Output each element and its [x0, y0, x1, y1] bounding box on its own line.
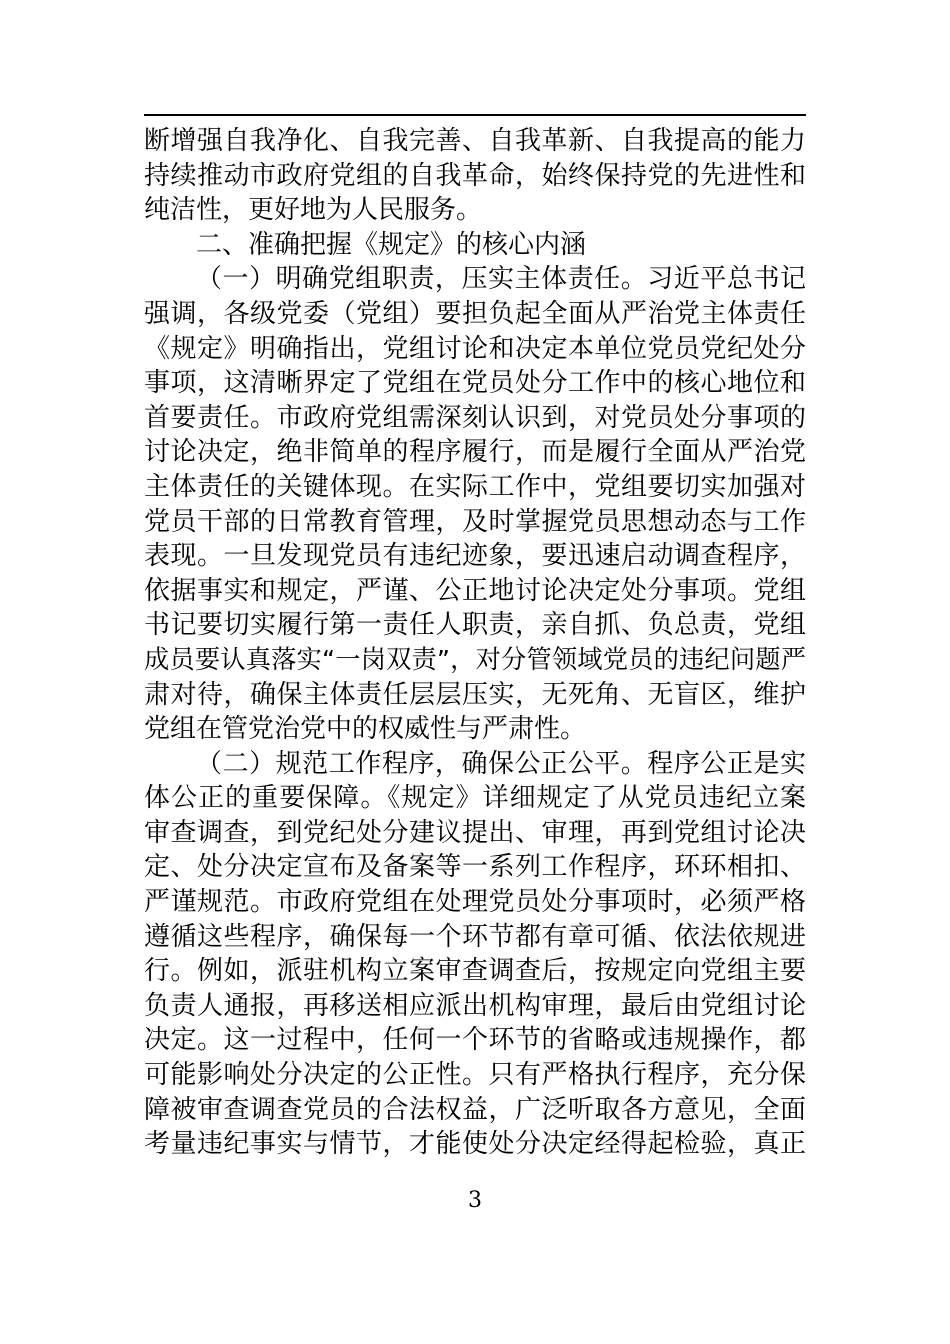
- text-line: 表现。一旦发现党员有违纪迹象，要迅速启动调查程序，: [144, 541, 806, 572]
- text-line: 持续推动市政府党组的自我革命，始终保持党的先进性和: [144, 160, 806, 191]
- text-line: （一）明确党组职责，压实主体责任。习近平总书记: [196, 264, 806, 295]
- text-line: 二、准确把握《规定》的核心内涵: [196, 229, 587, 260]
- text-line: 主体责任的关键体现。在实际工作中，党组要切实加强对: [144, 471, 806, 502]
- text-line: 成员要认真落实“一岗双责”，对分管领域党员的违纪问题严: [144, 644, 806, 674]
- text-line: 行。例如，派驻机构立案审查调查后，按规定向党组主要: [144, 956, 806, 987]
- text-line: 依据事实和规定，严谨、公正地讨论决定处分事项。党组: [144, 575, 806, 606]
- text-line: 事项，这清晰界定了党组在党员处分工作中的核心地位和: [144, 368, 806, 399]
- text-line: 严谨规范。市政府党组在处理党员处分事项时，必须严格: [144, 887, 806, 918]
- text-line: 考量违纪事实与情节，才能使处分决定经得起检验，真正: [144, 1129, 806, 1160]
- text-line: 体公正的重要保障。《规定》详细规定了从党员违纪立案: [144, 783, 806, 814]
- text-line: 可能影响处分决定的公正性。只有严格执行程序，充分保: [144, 1060, 806, 1091]
- text-line: 遵循这些程序，确保每一个环节都有章可循、依法依规进: [144, 921, 806, 952]
- text-line: 障被审查调查党员的合法权益，广泛听取各方意见，全面: [144, 1094, 806, 1125]
- text-line: 负责人通报，再移送相应派出机构审理，最后由党组讨论: [144, 990, 806, 1021]
- text-line: 定、处分决定宣布及备案等一系列工作程序，环环相扣、: [144, 852, 806, 883]
- page-number: 3: [468, 1188, 482, 1213]
- text-line: 党组在管党治党中的权威性与严肃性。: [144, 714, 587, 745]
- text-line: 首要责任。市政府党组需深刻认识到，对党员处分事项的: [144, 402, 806, 433]
- text-line: 强调，各级党委（党组）要担负起全面从严治党主体责任: [144, 298, 806, 329]
- text-line: 纯洁性，更好地为人民服务。: [144, 195, 483, 226]
- text-line: （二）规范工作程序，确保公正公平。程序公正是实: [196, 748, 806, 779]
- text-line: 决定。这一过程中，任何一个环节的省略或违规操作，都: [144, 1025, 806, 1056]
- text-line: 讨论决定，绝非简单的程序履行，而是履行全面从严治党: [144, 437, 806, 468]
- text-line: 断增强自我净化、自我完善、自我革新、自我提高的能力: [144, 126, 806, 156]
- text-line: 审查调查，到党纪处分建议提出、审理，再到党组讨论决: [144, 817, 806, 848]
- document-body: [144, 124, 806, 1162]
- text-line: 《规定》明确指出，党组讨论和决定本单位党员党纪处分: [144, 333, 806, 364]
- text-line: 党员干部的日常教育管理，及时掌握党员思想动态与工作: [144, 506, 806, 537]
- text-line: 肃对待，确保主体责任层层压实，无死角、无盲区，维护: [144, 679, 806, 710]
- header-rule: [144, 114, 806, 116]
- text-line: 书记要切实履行第一责任人职责，亲自抓、负总责，党组: [144, 610, 806, 641]
